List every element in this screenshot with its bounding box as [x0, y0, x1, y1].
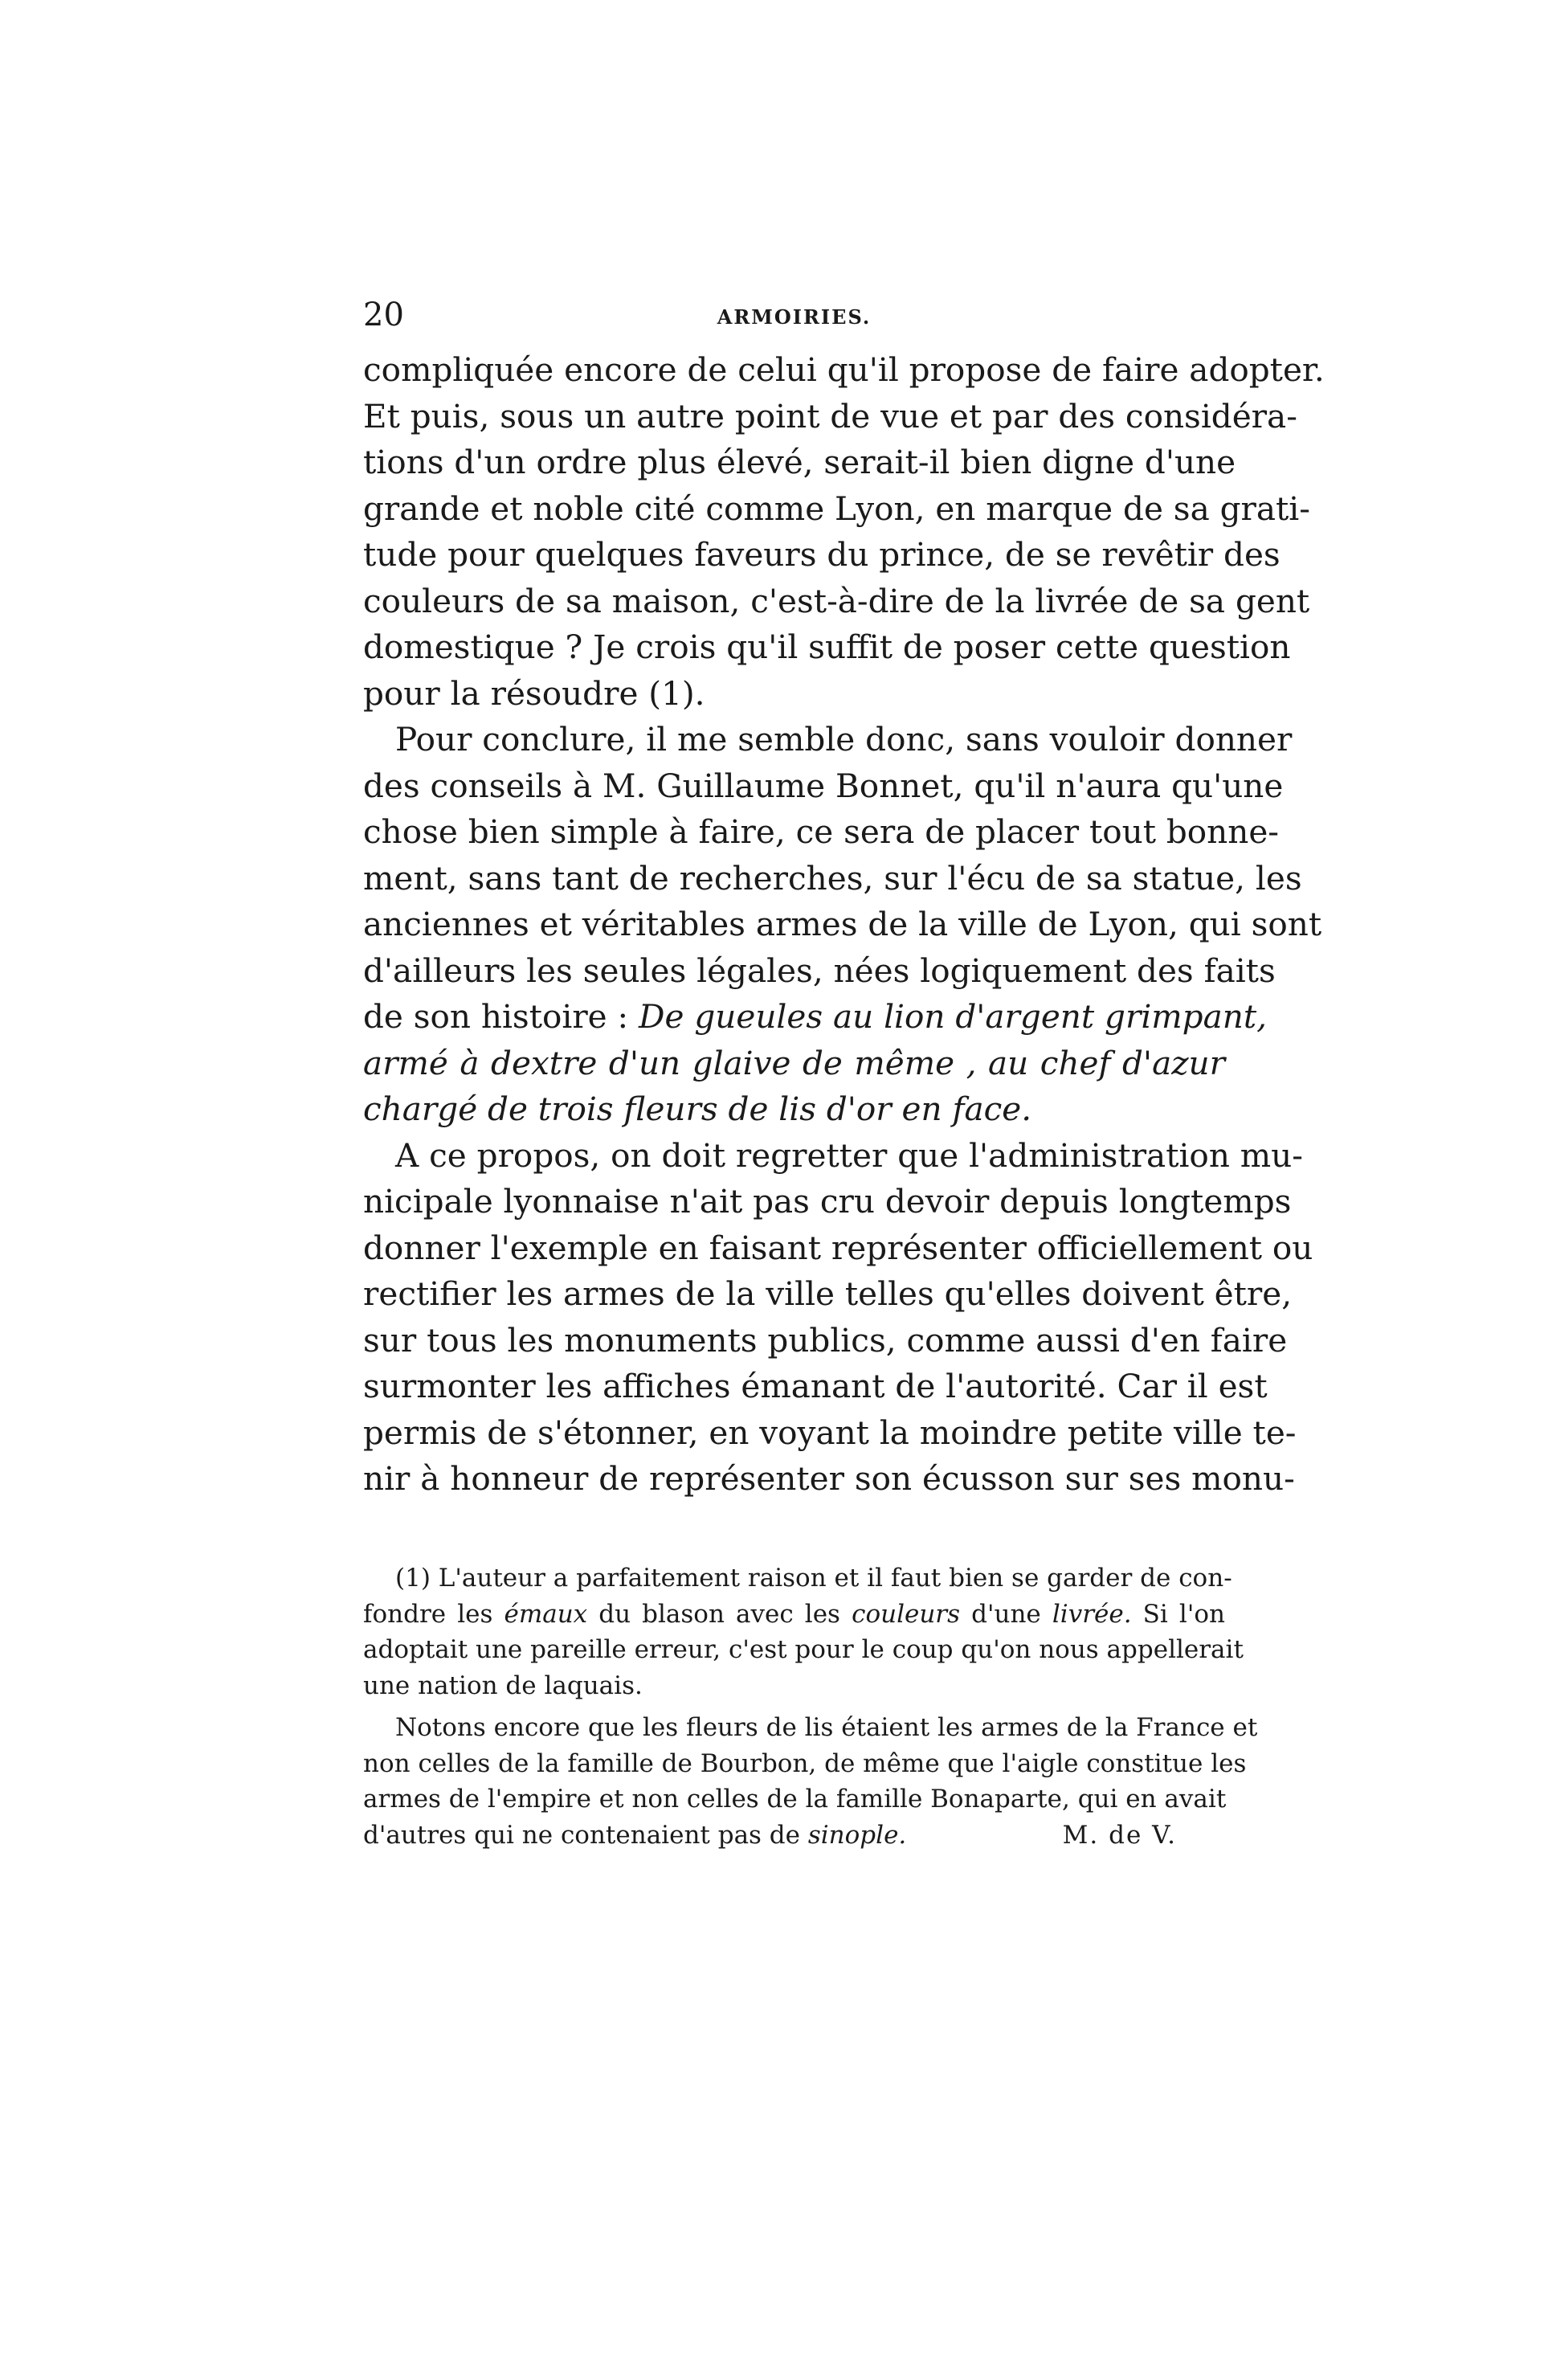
- text-line: chose bien simple à faire, ce sera de placer tout bonne-: [363, 812, 1279, 851]
- text-line: d'ailleurs les seules légales, nées logiquement des faits: [363, 951, 1276, 990]
- text-line: [363, 1086, 1225, 1133]
- text-line: tions d'un ordre plus élevé, serait-il bien digne d'une: [363, 443, 1236, 481]
- footnote-italic: sinople.: [807, 1820, 907, 1850]
- text-line: tude pour quelques faveurs du prince, de se revêtir des: [363, 535, 1281, 574]
- footnote-line: adoptait une pareille erreur, c'est pour le coup qu'on nous appellerait: [363, 1635, 1244, 1664]
- footnote-line: (1) L'auteur a parfaitement raison et il faut bien se garder de con-: [395, 1564, 1232, 1593]
- text-line: Et puis, sous un autre point de vue et par des considéra-: [363, 396, 1297, 436]
- footnote-text: fondre les: [363, 1599, 504, 1629]
- footnote-signature: M. de V.: [1062, 1820, 1177, 1850]
- footnote-text: d'autres qui ne contenaient pas de: [363, 1820, 808, 1850]
- text-plain: de son histoire :: [363, 997, 639, 1036]
- footnotes: [363, 1560, 1258, 1853]
- text-line: domestique ? Je crois qu'il suffit de poser cette question: [363, 628, 1291, 666]
- footnote-line: Notons encore que les fleurs de lis étaient les armes de la France et: [395, 1713, 1258, 1742]
- footnote-text: du blason avec les: [587, 1599, 852, 1629]
- text-line: Pour conclure, il me semble donc, sans vouloir donner: [395, 720, 1293, 759]
- blazon-text: chargé de trois fleurs de lis d'or en face.: [363, 1090, 1032, 1128]
- paragraph-2: [363, 717, 1322, 1133]
- text-line: nir à honneur de représenter son écusson sur ses monu-: [363, 1459, 1295, 1498]
- footnote-1: [363, 1560, 1244, 1703]
- main-text: [363, 347, 1325, 1503]
- running-head: ARMOIRIES.: [717, 305, 872, 329]
- text-line: [363, 1041, 1225, 1087]
- text-line: nicipale lyonnaise n'ait pas cru devoir depuis longtemps: [363, 1182, 1292, 1221]
- text-line: A ce propos, on doit regretter que l'administration mu-: [395, 1135, 1303, 1175]
- footnote-line: armes de l'empire et non celles de la famille Bonaparte, qui en avait: [363, 1785, 1227, 1814]
- footnote-line: [363, 1597, 1225, 1633]
- text-line: [363, 994, 1267, 1041]
- page-header: [363, 291, 1225, 339]
- footnote-text: Si l'on: [1131, 1599, 1225, 1629]
- page-number: 20: [363, 296, 404, 333]
- text-line: donner l'exemple en faisant représenter officiellement ou: [363, 1228, 1313, 1267]
- footnote-line: une nation de laquais.: [363, 1670, 643, 1700]
- footnote-line: [363, 1818, 1225, 1854]
- text-line: compliquée encore de celui qu'il propose de faire adopter.: [363, 350, 1325, 389]
- footnote-italic: émaux: [504, 1599, 588, 1629]
- text-line: des conseils à M. Guillaume Bonnet, qu'il n'aura qu'une: [363, 766, 1284, 805]
- text-line: surmonter les affiches émanant de l'autorité. Car il est: [363, 1367, 1268, 1405]
- text-line: pour la résoudre (1).: [363, 673, 705, 713]
- footnote-2: [363, 1710, 1258, 1853]
- text-line: anciennes et véritables armes de la ville de Lyon, qui sont: [363, 905, 1322, 943]
- blazon-text: armé à dextre d'un glaive de même , au chef d'azur: [363, 1043, 1225, 1082]
- footnote-italic: livrée.: [1052, 1599, 1132, 1629]
- footnote-italic: couleurs: [852, 1599, 961, 1629]
- footnote-text: d'une: [960, 1599, 1052, 1629]
- text-line: couleurs de sa maison, c'est-à-dire de la livrée de sa gent: [363, 581, 1310, 620]
- text-line: rectifier les armes de la ville telles qu'elles doivent être,: [363, 1274, 1293, 1313]
- text-line: grande et noble cité comme Lyon, en marque de sa grati-: [363, 489, 1310, 528]
- text-line: sur tous les monuments publics, comme aussi d'en faire: [363, 1320, 1288, 1360]
- text-line: ment, sans tant de recherches, sur l'écu de sa statue, les: [363, 858, 1302, 898]
- blazon-text: De gueules au lion d'argent grimpant,: [639, 997, 1267, 1036]
- paragraph-1: [363, 347, 1325, 717]
- footnote-line: non celles de la famille de Bourbon, de même que l'aigle constitue les: [363, 1748, 1247, 1778]
- text-line: permis de s'étonner, en voyant la moindre petite ville te-: [363, 1413, 1297, 1452]
- paragraph-3: [363, 1133, 1313, 1503]
